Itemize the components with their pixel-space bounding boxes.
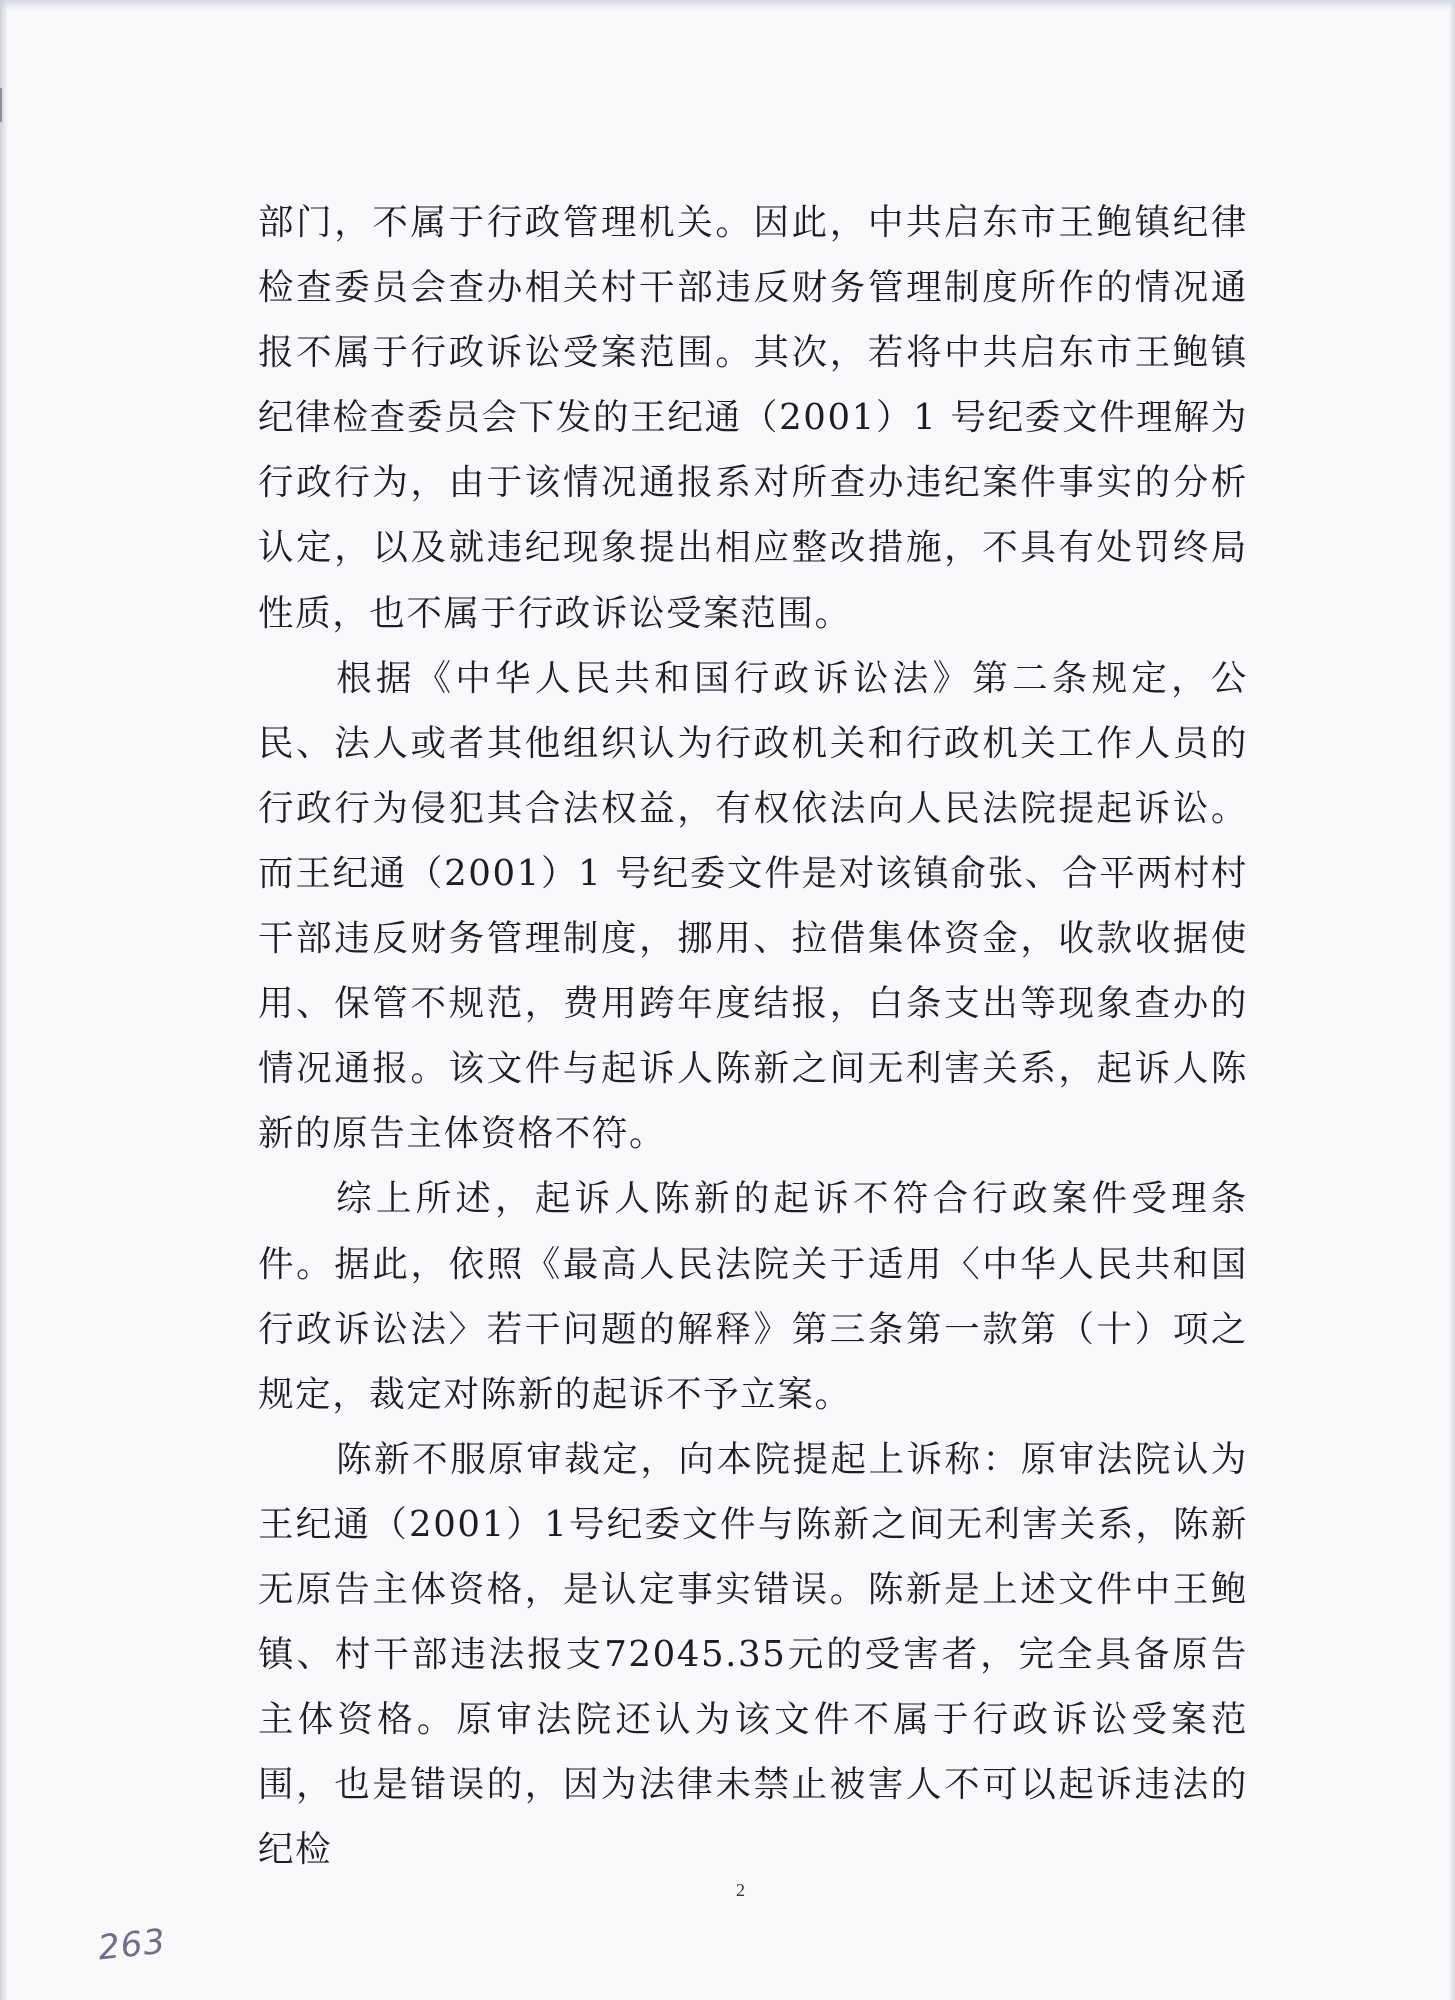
page-number: 2 [736,1880,745,1900]
scan-top-edge [0,0,1455,10]
binding-mark [0,88,2,122]
document-body [258,190,1248,1882]
paragraph-legal-basis: 根据《中华人民共和国行政诉讼法》第二条规定，公民、法人或者其他组织认为行政机关和行政机关工作人员的行政行为侵犯其合法权益，有权依法向人民法院提起诉讼。而王纪通（2001）1 号纪委文件是对该镇俞张、合平两村村干部违反财务管理制度，挪用、拉借集体资金，收款收据使用、保管不规范，费用跨年度结报，白条支出等现象查办的情况通报。该文件与起诉人陈新之间无利害关系，起诉人陈新的原告主体资格不符。 [258,657,1248,1155]
scan-left-edge [0,0,8,2000]
paragraph-ruling: 综上所述，起诉人陈新的起诉不符合行政案件受理条件。据此，依照《最高人民法院关于适用〈中华人民共和国行政诉讼法〉若干问题的解释》第三条第一款第（十）项之规定，裁定对陈新的起诉不予立案。 [258,1178,1248,1415]
scan-right-edge [1449,0,1455,2000]
handwritten-page-mark: 263 [96,1921,168,1969]
paragraph-appeal: 陈新不服原审裁定，向本院提起上诉称：原审法院认为王纪通（2001）1号纪委文件与陈新之间无利害关系，陈新无原告主体资格，是认定事实错误。陈新是上述文件中王鲍镇、村干部违法报支72045.35元的受害者，完全具备原告主体资格。原审法院还认为该文件不属于行政诉讼受案范围，也是错误的，因为法律未禁止被害人不可以起诉违法的纪检 [258,1438,1248,1871]
paragraph-continuation: 部门，不属于行政管理机关。因此，中共启东市王鲍镇纪律检查委员会查办相关村干部违反财务管理制度所作的情况通报不属于行政诉讼受案范围。其次，若将中共启东市王鲍镇纪律检查委员会下发的王纪通（2001）1 号纪委文件理解为行政行为，由于该情况通报系对所查办违纪案件事实的分析认定，以及就违纪现象提出相应整改措施，不具有处罚终局性质，也不属于行政诉讼受案范围。 [258,202,1248,634]
